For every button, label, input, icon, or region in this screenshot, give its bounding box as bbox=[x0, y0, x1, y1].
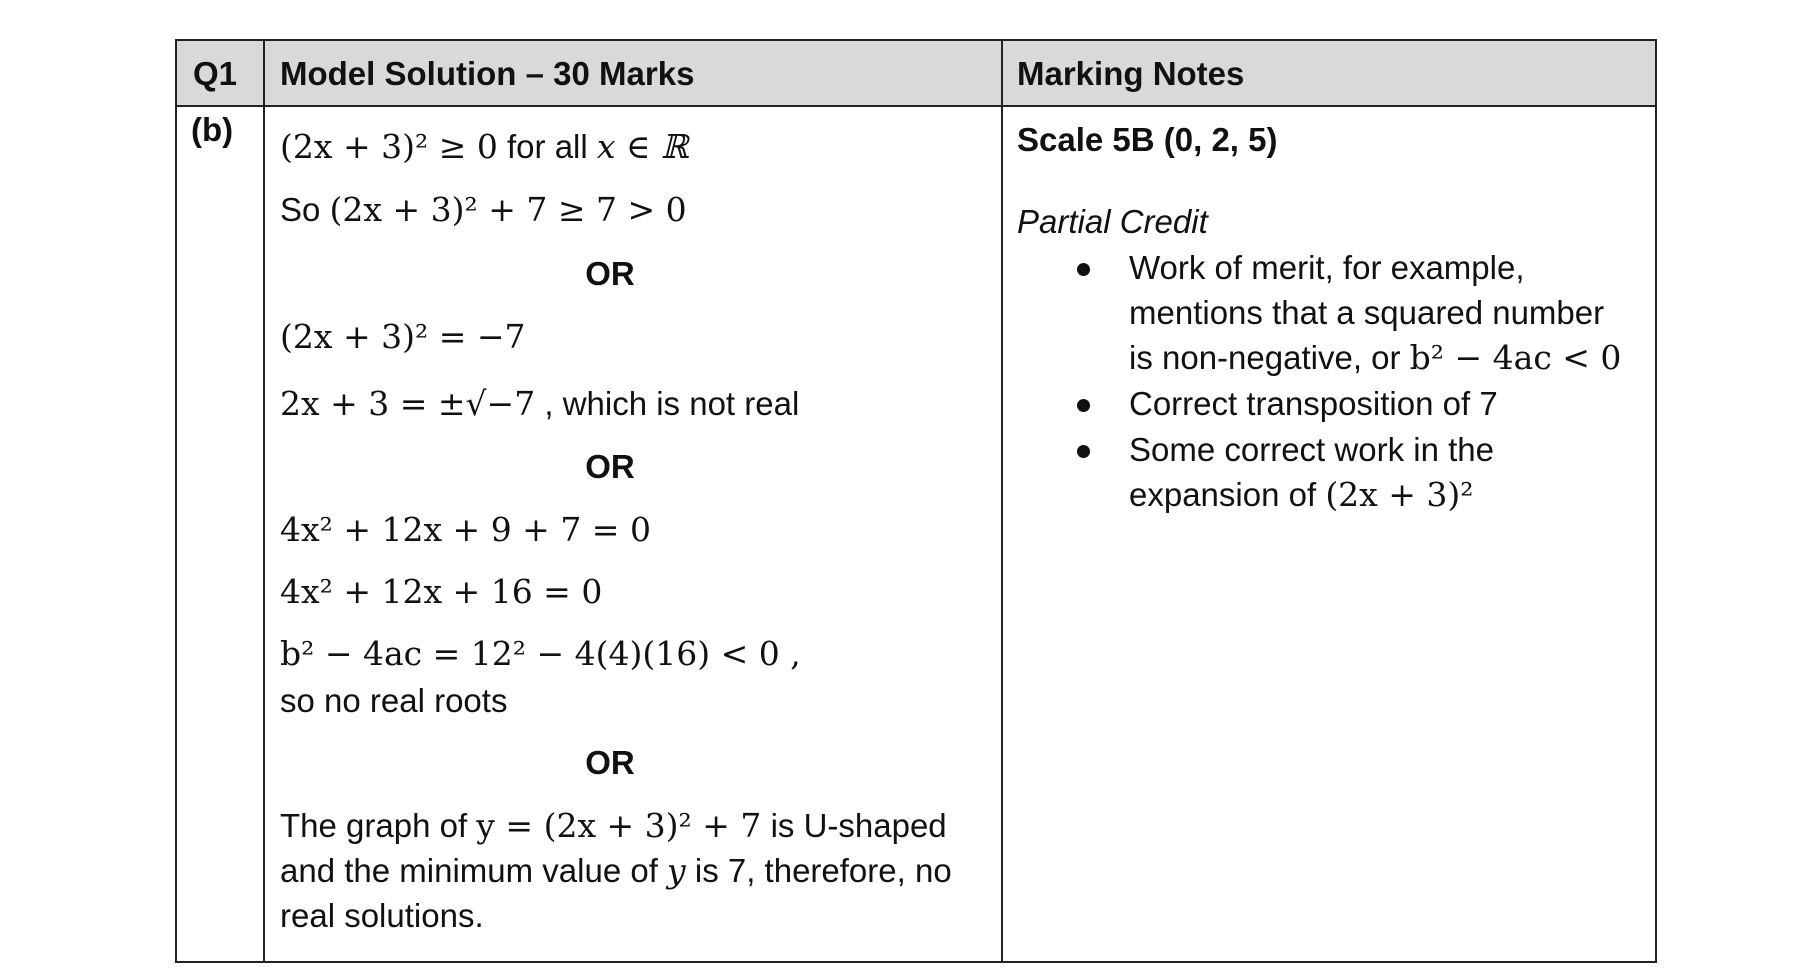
solution-line-7 bbox=[280, 635, 801, 673]
solution-line-1 bbox=[280, 128, 688, 166]
solution-line-4 bbox=[280, 385, 799, 423]
bullet-icon bbox=[1077, 445, 1090, 458]
bullet-1-line-3 bbox=[1129, 339, 1621, 377]
solution-line-9 bbox=[280, 807, 947, 845]
solution-line-2 bbox=[280, 191, 687, 229]
math-expression: y bbox=[667, 851, 686, 890]
column-divider-1 bbox=[263, 41, 265, 961]
text-fragment: expansion of bbox=[1129, 476, 1326, 513]
header-model-solution: Model Solution – 30 Marks bbox=[280, 55, 695, 92]
math-expression: b² − 4ac < 0 bbox=[1409, 338, 1622, 377]
text-fragment: and the minimum value of bbox=[280, 852, 668, 889]
or-separator-3: OR bbox=[585, 744, 635, 781]
bullet-1-line-2: mentions that a squared number bbox=[1129, 294, 1605, 331]
bullet-2-line-1: Correct transposition of 7 bbox=[1129, 385, 1498, 422]
math-expression: 2x + 3 = ±√−7 bbox=[280, 384, 536, 423]
bullet-3-line-1: Some correct work in the bbox=[1129, 431, 1494, 468]
solution-line-8: so no real roots bbox=[280, 682, 508, 719]
bullet-icon bbox=[1077, 263, 1090, 276]
marking-scheme-table bbox=[175, 39, 1657, 963]
text-fragment: The graph of bbox=[280, 807, 477, 844]
solution-line-11: real solutions. bbox=[280, 897, 484, 934]
math-expression: 4x² + 12x + 16 = 0 bbox=[280, 572, 603, 611]
bullet-icon bbox=[1077, 399, 1090, 412]
math-expression: (2x + 3)² ≥ 0 bbox=[280, 127, 498, 166]
math-expression: (2x + 3)² + 7 ≥ 7 > 0 bbox=[329, 190, 687, 229]
solution-line-5 bbox=[280, 511, 651, 549]
math-expression: y = (2x + 3)² + 7 bbox=[476, 806, 762, 845]
or-separator-2: OR bbox=[585, 448, 635, 485]
bullet-3-line-2 bbox=[1129, 476, 1474, 514]
part-label: (b) bbox=[191, 111, 234, 148]
solution-line-3 bbox=[280, 318, 526, 356]
text-fragment: for all bbox=[497, 128, 597, 165]
text-fragment: is non-negative, or bbox=[1129, 339, 1410, 376]
text-fragment: is U-shaped bbox=[761, 807, 947, 844]
math-expression: (2x + 3)² = −7 bbox=[280, 317, 526, 356]
bullet-1-line-1: Work of merit, for example, bbox=[1129, 249, 1525, 286]
text-fragment: is 7, therefore, no bbox=[685, 852, 952, 889]
math-expression: 4x² + 12x + 9 + 7 = 0 bbox=[280, 510, 651, 549]
text-fragment: , which is not real bbox=[535, 385, 800, 422]
math-expression: (2x + 3)² bbox=[1325, 475, 1474, 514]
solution-line-10 bbox=[280, 852, 952, 890]
header-question-number: Q1 bbox=[193, 55, 238, 92]
math-expression: x ∈ ℝ bbox=[596, 127, 689, 166]
text-fragment: So bbox=[280, 191, 330, 228]
or-separator-1: OR bbox=[585, 255, 635, 292]
partial-credit-label: Partial Credit bbox=[1017, 203, 1208, 240]
column-divider-2 bbox=[1001, 41, 1003, 961]
math-expression: b² − 4ac = 12² − 4(4)(16) < 0 , bbox=[280, 634, 801, 673]
header-marking-notes: Marking Notes bbox=[1017, 55, 1245, 92]
scale-label: Scale 5B (0, 2, 5) bbox=[1017, 121, 1278, 158]
solution-line-6 bbox=[280, 573, 602, 611]
